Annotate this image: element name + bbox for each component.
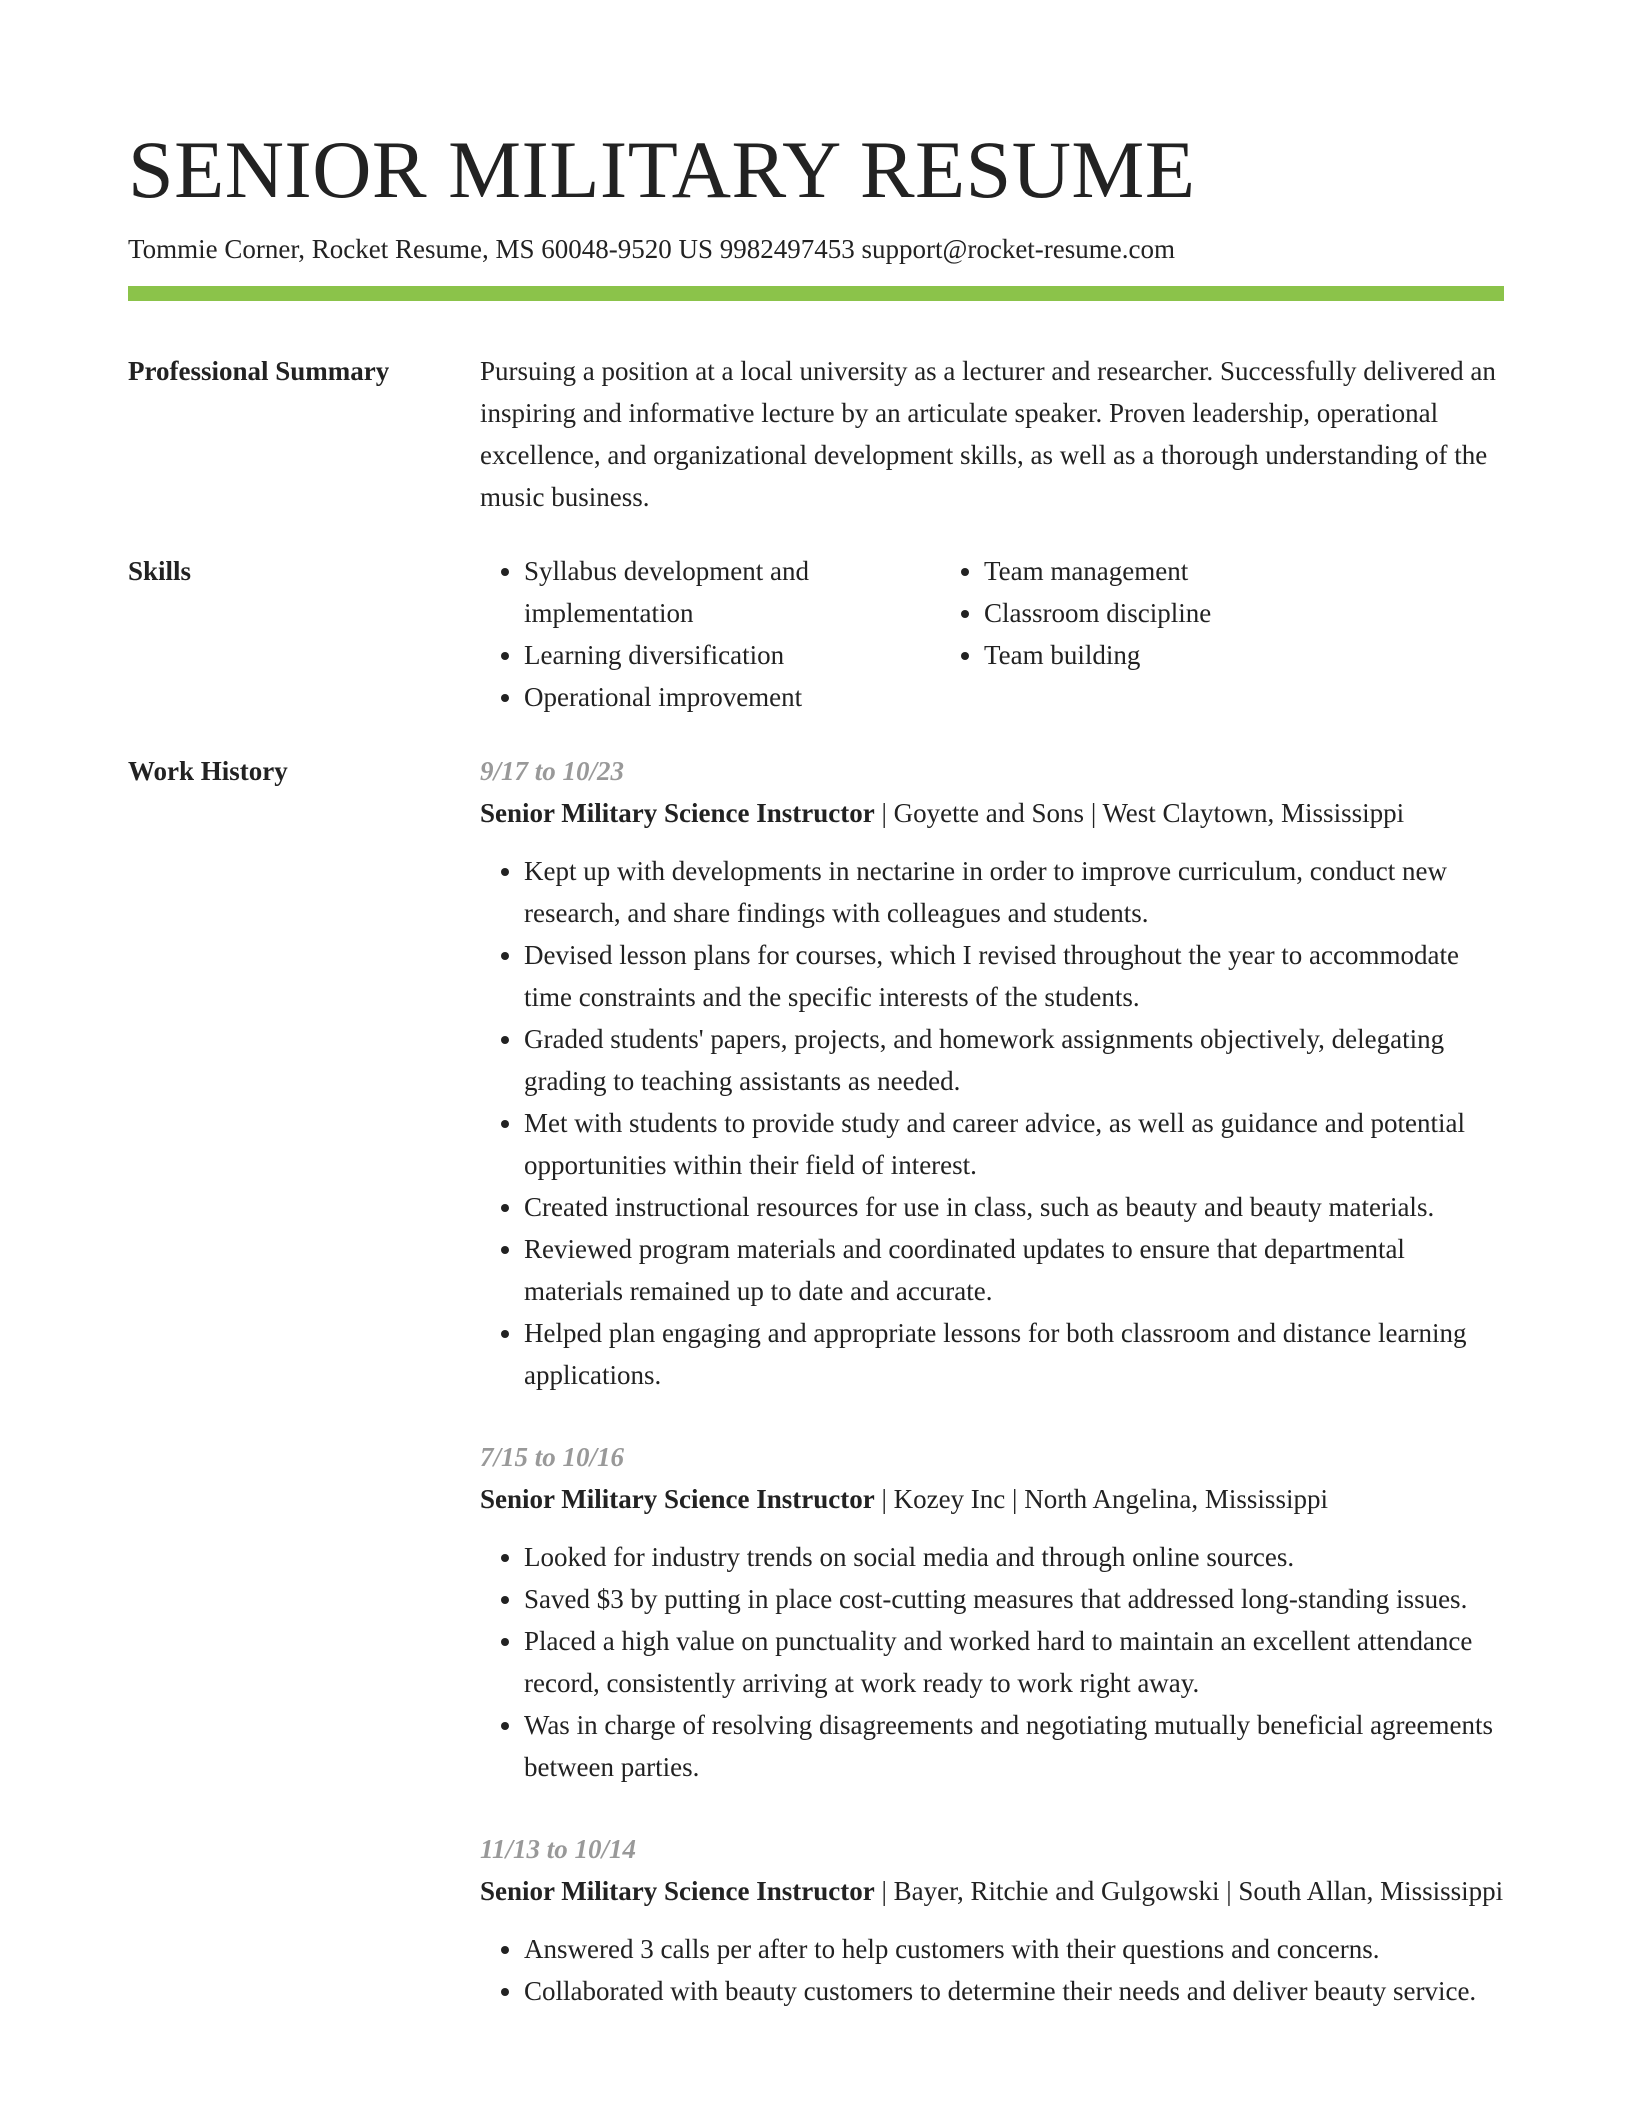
job-details: | Bayer, Ritchie and Gulgowski | South Allan, Mississippi (874, 1876, 1504, 1906)
skill-item: • Classroom discipline (984, 592, 1444, 634)
resume-title: SENIOR MILITARY RESUME (128, 124, 1196, 215)
skills-column-2 (940, 550, 1444, 718)
skills-column-1 (480, 550, 940, 718)
job-bullet: • Devised lesson plans for courses, which I revised throughout the year to accommodate time constraints and the specific interests of the students. (524, 934, 1504, 1018)
summary-label: Professional Summary (128, 356, 390, 386)
job-bullet: • Was in charge of resolving disagreements and negotiating mutually beneficial agreements between parties. (524, 1704, 1504, 1788)
skill-item: • Learning diversification (524, 634, 940, 676)
summary-section (128, 350, 1504, 518)
skill-item: • Team management (984, 550, 1444, 592)
job-bullet: • Reviewed program materials and coordinated updates to ensure that departmental materials remained up to date and accurate. (524, 1228, 1504, 1312)
job-heading (480, 792, 1504, 834)
job-entry (480, 750, 1504, 1396)
job-bullet: • Looked for industry trends on social media and through online sources. (524, 1536, 1504, 1578)
work-history-label: Work History (128, 756, 288, 786)
job-entry (480, 1436, 1504, 1788)
header-divider (128, 286, 1504, 301)
job-bullet: • Saved $3 by putting in place cost-cutting measures that addressed long-standing issues. (524, 1578, 1504, 1620)
job-bullet: • Graded students' papers, projects, and homework assignments objectively, delegating grading to teaching assistants as needed. (524, 1018, 1504, 1102)
job-bullets (480, 1536, 1504, 1788)
work-history-body (480, 750, 1504, 2052)
contact-info: Tommie Corner, Rocket Resume, MS 60048-9520 US 9982497453 support@rocket-resume.com (128, 234, 1176, 264)
skill-item: • Operational improvement (524, 676, 940, 718)
job-dates: 7/15 to 10/16 (480, 1442, 625, 1472)
job-bullet: • Kept up with developments in nectarine in order to improve curriculum, conduct new research, and share findings with colleagues and students. (524, 850, 1504, 934)
job-title: Senior Military Science Instructor (480, 1484, 875, 1514)
skills-body (480, 550, 1504, 718)
job-heading (480, 1870, 1504, 1912)
work-history-section (128, 750, 1504, 2052)
job-bullet: • Created instructional resources for use in class, such as beauty and beauty materials. (524, 1186, 1504, 1228)
job-entry (480, 1828, 1504, 2012)
job-details: | Kozey Inc | North Angelina, Mississippi (874, 1484, 1328, 1514)
job-bullet: • Collaborated with beauty customers to determine their needs and deliver beauty service. (524, 1970, 1504, 2012)
job-bullet: • Answered 3 calls per after to help customers with their questions and concerns. (524, 1928, 1504, 1970)
summary-body (480, 350, 1504, 518)
job-heading (480, 1478, 1504, 1520)
job-bullet: • Met with students to provide study and career advice, as well as guidance and potential opportunities within their field of interest. (524, 1102, 1504, 1186)
job-bullets (480, 1928, 1504, 2012)
job-title: Senior Military Science Instructor (480, 798, 875, 828)
job-dates: 11/13 to 10/14 (480, 1834, 637, 1864)
summary-text: Pursuing a position at a local university as a lecturer and researcher. Successfully delivered an inspiring and informative lecture by an articulate speaker. Proven leadership, operational excellence, and organizational development skills, as well as a thorough understanding of the music business. (480, 356, 1496, 512)
job-title: Senior Military Science Instructor (480, 1876, 875, 1906)
job-bullets (480, 850, 1504, 1396)
skills-label: Skills (128, 556, 192, 586)
resume-content (128, 350, 1504, 2052)
job-bullet: • Placed a high value on punctuality and worked hard to maintain an excellent attendance record, consistently arriving at work ready to work right away. (524, 1620, 1504, 1704)
job-dates: 9/17 to 10/23 (480, 756, 625, 786)
skills-section (128, 550, 1504, 718)
job-bullet: • Helped plan engaging and appropriate lessons for both classroom and distance learning applications. (524, 1312, 1504, 1396)
skill-item: • Syllabus development and implementation (524, 550, 940, 634)
skill-item: • Team building (984, 634, 1444, 676)
skills-columns (480, 550, 1504, 718)
job-details: | Goyette and Sons | West Claytown, Mississippi (874, 798, 1405, 828)
